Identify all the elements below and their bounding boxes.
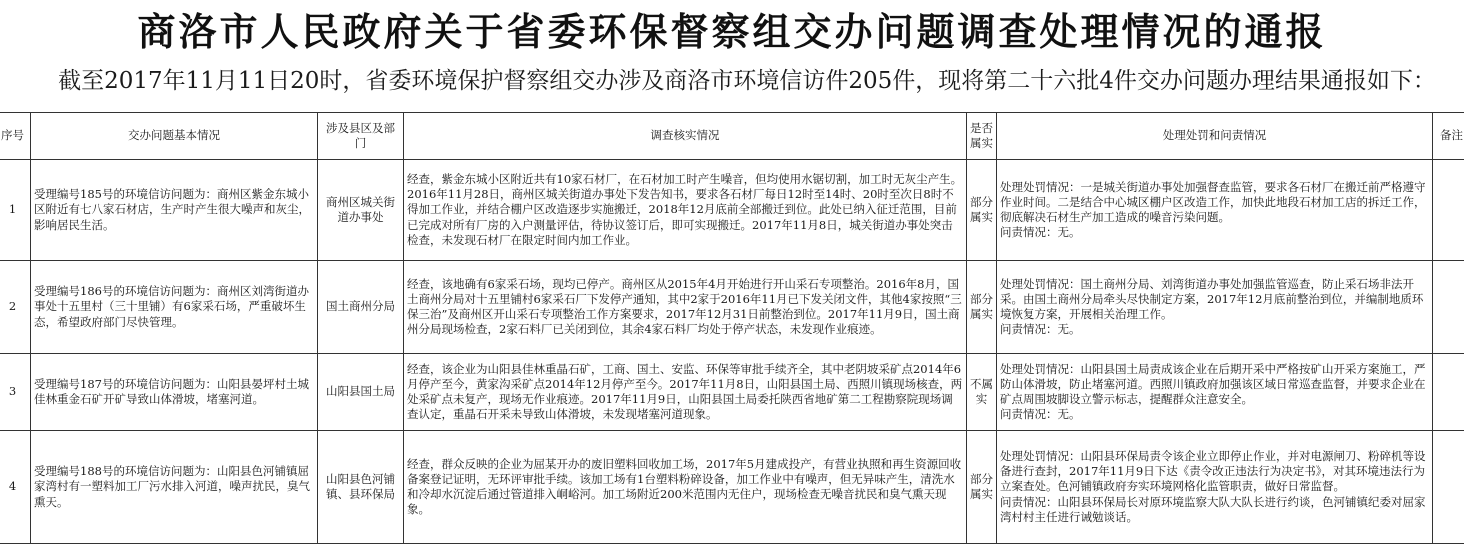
row-accountability-text: 问责情况：山阳县环保局长对原环境监察大队大队长进行约谈，色河铺镇纪委对屈家湾村村主任进行诫勉谈话。 bbox=[1000, 494, 1426, 524]
row-accountability-text: 问责情况：无。 bbox=[1000, 225, 1081, 240]
row-remark bbox=[1433, 261, 1464, 354]
row-handling bbox=[997, 160, 1433, 261]
row-number: 3 bbox=[0, 354, 31, 431]
header-basic: 交办问题基本情况 bbox=[31, 113, 318, 160]
row-accountability-text: 问责情况：无。 bbox=[1000, 407, 1081, 422]
row-remark bbox=[1433, 160, 1464, 261]
row-number: 1 bbox=[0, 160, 31, 261]
row-dept: 山阳县国土局 bbox=[318, 354, 404, 431]
row-handling-text: 处理处罚情况：一是城关街道办事处加强督查监管，要求各石材厂在搬迁前严格遵守作业时间。二是结合中心城区棚户区改造工作，加快此地段石材加工店的拆迁工作，彻底解决石材生产加工造成的噪音污染问题。 bbox=[1000, 179, 1426, 224]
row-dept: 国土商州分局 bbox=[318, 261, 404, 354]
row-handling-text: 处理处罚情况：国土商州分局、刘湾街道办事处加强监管巡查，防止采石场非法开采。由国土商州分局牵头尽快制定方案，2017年12月底前整治到位，并编制地质环境恢复方案，开展相关治理工作。 bbox=[1000, 276, 1424, 321]
row-investigation: 经查，紫金东城小区附近共有10家石材厂，在石材加工时产生噪音，但均使用水锯切割，加工时无灰尘产生。2016年11月28日，商州区城关街道办事处下发告知书，要求各石材厂每日12时至14时、20时至次日8时不得加工作业，并结合棚户区改造逐步实施搬迁，2018年12月底前全部搬迁到位。此处已纳入征迁范围，目前已完成对所有厂房的入户测量评估，待协议签订后，即可实现搬迁。2017年11月8日，城关街道办事处突击检查，未发现石材厂在限定时间内加工作业。 bbox=[404, 160, 967, 261]
row-basic: 受理编号187号的环境信访问题为：山阳县晏坪村土城佳林重金石矿开矿导致山体滑坡，堵塞河道。 bbox=[31, 354, 318, 431]
table-row bbox=[0, 160, 1464, 261]
table-row bbox=[0, 431, 1464, 544]
row-remark bbox=[1433, 354, 1464, 431]
row-handling-text: 处理处罚情况：山阳县环保局责令该企业立即停止作业，并对电源闸刀、粉碎机等设备进行查封，2017年11月9日下达《责令改正违法行为决定书》，对其环境违法行为立案查处。色河铺镇政府夯实环境网格化监管职责，做好日常监督。 bbox=[1000, 449, 1426, 494]
row-dept: 山阳县色河铺镇、县环保局 bbox=[318, 431, 404, 544]
row-investigation: 经查，该企业为山阳县佳林重晶石矿，工商、国土、安监、环保等审批手续齐全，其中老阴坡采矿点2014年6月停产至今，黄家沟采矿点2014年12月停产至今。2017年11月8日，山阳县国土局、西照川镇现场核查，两处采矿点未复产，现场无作业痕迹。2017年11月9日，山阳县国土局委托陕西省地矿第二工程勘察院现场调查认定，重晶石开采未导致山体滑坡，未发现堵塞河道现象。 bbox=[404, 354, 967, 431]
row-verified: 不属实 bbox=[967, 354, 997, 431]
table-row bbox=[0, 261, 1464, 354]
row-number: 2 bbox=[0, 261, 31, 354]
row-basic: 受理编号185号的环境信访问题为：商州区紫金东城小区附近有七八家石材店，生产时产生很大噪声和灰尘，影响居民生活。 bbox=[31, 160, 318, 261]
report-table bbox=[0, 112, 1464, 544]
row-handling bbox=[997, 431, 1433, 544]
header-handling: 处理处罚和问责情况 bbox=[997, 113, 1433, 160]
row-accountability-text: 问责情况：无。 bbox=[1000, 322, 1081, 337]
header-dept: 涉及县区及部门 bbox=[318, 113, 404, 160]
row-basic: 受理编号188号的环境信访问题为：山阳县色河铺镇屈家湾村有一塑料加工厂污水排入河道，噪声扰民，臭气熏天。 bbox=[31, 431, 318, 544]
header-no: 序号 bbox=[0, 113, 31, 160]
row-handling bbox=[997, 354, 1433, 431]
header-verified: 是否属实 bbox=[967, 113, 997, 160]
row-handling-text: 处理处罚情况：山阳县国土局责成该企业在后期开采中严格按矿山开采方案施工，严防山体滑坡，防止堵塞河道。西照川镇政府加强该区域日常巡查监督，并要求企业在矿点周围坡脚设立警示标志，提醒群众注意安全。 bbox=[1000, 361, 1426, 406]
row-investigation: 经查，群众反映的企业为屈某开办的废旧塑料回收加工场，2017年5月建成投产，有营业执照和再生资源回收备案登记证明，无环评审批手续。该加工场有1台塑料粉碎设备，加工作业中有噪声，但无异味产生，清洗水和冷却水沉淀后通过管道排入峒峪河。加工场附近200米范围内无住户，现场检查无噪音扰民和臭气熏天现象。 bbox=[404, 431, 967, 544]
row-verified: 部分属实 bbox=[967, 160, 997, 261]
table-header-row bbox=[0, 113, 1464, 160]
row-number: 4 bbox=[0, 431, 31, 544]
row-verified: 部分属实 bbox=[967, 261, 997, 354]
row-remark bbox=[1433, 431, 1464, 544]
row-basic: 受理编号186号的环境信访问题为：商州区刘湾街道办事处十五里村（三十里铺）有6家采石场，严重破坏生态，希望政府部门尽快管理。 bbox=[31, 261, 318, 354]
header-investigation: 调查核实情况 bbox=[404, 113, 967, 160]
row-investigation: 经查，该地确有6家采石场，现均已停产。商州区从2015年4月开始进行开山采石专项整治。2016年8月，国土商州分局对十五里铺村6家采石厂下发停产通知，其中2家于2016年11月已下发关闭文件，其他4家按照“三保三治”及商州区开山采石专项整治工作方案要求，2017年12月31日前整治到位。2017年11月9日，国土商州分局现场检查，2家石料厂已关闭到位，其余4家石料厂均处于停产状态，未发现作业痕迹。 bbox=[404, 261, 967, 354]
page-title: 商洛市人民政府关于省委环保督察组交办问题调查处理情况的通报 bbox=[137, 9, 1327, 54]
row-dept: 商州区城关街道办事处 bbox=[318, 160, 404, 261]
page-subtitle: 截至2017年11月11日20时，省委环境保护督察组交办涉及商洛市环境信访件205件，现将第二十六批4件交办问题办理结果通报如下： bbox=[58, 67, 1436, 94]
table-row bbox=[0, 354, 1464, 431]
row-handling bbox=[997, 261, 1433, 354]
row-verified: 部分属实 bbox=[967, 431, 997, 544]
header-remark: 备注 bbox=[1433, 113, 1464, 160]
